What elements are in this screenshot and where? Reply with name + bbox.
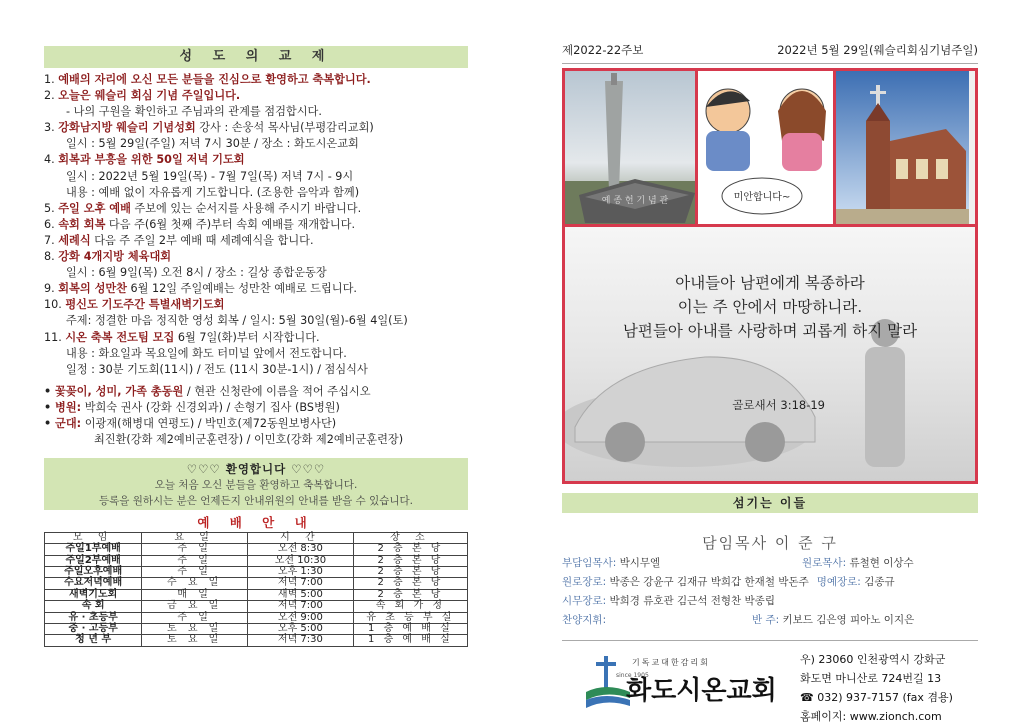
staff-group bbox=[752, 611, 914, 630]
prayer-label: 병원: bbox=[55, 400, 82, 414]
notice-item bbox=[44, 152, 468, 168]
cartoon-apology-illustration bbox=[698, 71, 836, 224]
fellowship-heading: 성 도 의 교 제 bbox=[44, 46, 468, 68]
right-column bbox=[562, 40, 978, 723]
staff-group bbox=[562, 592, 802, 611]
contact-line: 홈페이지: www.zionch.com bbox=[800, 710, 942, 723]
service-name: 주일2부예배 bbox=[45, 555, 142, 566]
service-day: 토 요 일 bbox=[142, 624, 248, 635]
notice-highlight: 강화남지방 웨슬리 기념성회 bbox=[58, 121, 196, 135]
notice-detail-text: 내용 : 예배 없이 자유롭게 기도합니다. (조용한 음악과 함께) bbox=[66, 185, 360, 199]
notice-item bbox=[44, 233, 468, 249]
verse-line-2: 이는 주 안에서 마땅하니라. bbox=[677, 298, 863, 316]
service-day: 수 요 일 bbox=[142, 578, 248, 589]
church-building-photo bbox=[836, 71, 969, 224]
service-time: 오전 10:30 bbox=[248, 555, 354, 566]
staff-row bbox=[562, 611, 978, 630]
notice-item bbox=[44, 201, 468, 217]
service-day: 주 일 bbox=[142, 544, 248, 555]
staff-names: 박희경 류호관 김근석 전형찬 박종립 bbox=[606, 595, 775, 607]
staff-role: 원로장로: bbox=[562, 576, 607, 588]
notice-detail-text: 일시 : 2022년 5월 19일(목) - 7월 7일(목) 저녁 7시 - 9시 bbox=[66, 169, 354, 183]
service-time: 오전 9:00 bbox=[248, 612, 354, 623]
service-place: 속 회 가 정 bbox=[353, 601, 467, 612]
service-row bbox=[45, 578, 468, 589]
speech-bubble-text: 미안합니다~ bbox=[733, 192, 791, 203]
notice-highlight: 오늘은 웨슬리 회심 기념 주일입니다. bbox=[58, 89, 241, 103]
service-name: 속 회 bbox=[45, 601, 142, 612]
service-table bbox=[44, 532, 468, 647]
divider bbox=[562, 640, 978, 641]
staff-group bbox=[562, 573, 809, 592]
staff-role: 시무장로: bbox=[562, 595, 607, 607]
service-name: 새벽기도회 bbox=[45, 589, 142, 600]
notice-number: 6. bbox=[44, 217, 55, 231]
service-day: 금 요 일 bbox=[142, 601, 248, 612]
service-name: 주일1부예배 bbox=[45, 544, 142, 555]
notice-text: 강사 : 손웅석 목사님(부평감리교회) bbox=[195, 121, 374, 135]
staff-group bbox=[562, 611, 752, 630]
notice-item bbox=[44, 217, 468, 233]
notice-detail bbox=[44, 313, 468, 329]
prayer-label: 군대: bbox=[55, 416, 82, 430]
notice-detail-text: 일시 : 6월 9일(목) 오전 8시 / 장소 : 길상 종합운동장 bbox=[66, 266, 327, 280]
service-time: 오후 1:30 bbox=[248, 567, 354, 578]
staff-role: 원로목사: bbox=[802, 557, 847, 569]
verse-line-3: 남편들아 아내를 사랑하며 괴롭게 하지 말라 bbox=[622, 322, 918, 340]
service-place: 2 층 본 당 bbox=[353, 555, 467, 566]
staff-row bbox=[562, 554, 978, 573]
prayer-item bbox=[44, 400, 468, 416]
staff-group bbox=[562, 554, 802, 573]
notice-detail bbox=[44, 104, 468, 120]
welcome-title: ♡♡♡ 환영합니다 ♡♡♡ bbox=[186, 461, 326, 476]
prayer-label: 꽃꽂이, 성미, 가족 총동원 bbox=[55, 384, 184, 398]
service-place: 유 초 등 부 실 bbox=[353, 612, 467, 623]
prayer-item bbox=[44, 384, 468, 400]
prayer-text: 이광재(해병대 연평도) / 박민호(제72동원보병사단) bbox=[81, 416, 337, 430]
servants-heading: 섬기는 이들 bbox=[562, 493, 978, 513]
staff-row bbox=[562, 573, 978, 592]
col-header-day: 요 일 bbox=[142, 532, 248, 543]
notice-text: 6월 12일 주일예배는 성만찬 예배로 드립니다. bbox=[127, 282, 357, 296]
logo-denomination: 기독교대한감리회 bbox=[632, 658, 710, 667]
service-table-header bbox=[45, 532, 468, 543]
service-day: 주 일 bbox=[142, 612, 248, 623]
bullet-icon: • bbox=[44, 400, 56, 414]
staff-group bbox=[802, 554, 914, 573]
notice-item bbox=[44, 249, 468, 265]
notice-detail-text: 일시 : 5월 29일(주일) 저녁 7시 30분 / 장소 : 화도시온교회 bbox=[66, 137, 359, 151]
cross-logo-icon bbox=[586, 652, 630, 708]
col-header-meeting: 모 임 bbox=[45, 532, 142, 543]
notice-number: 11. bbox=[44, 330, 62, 344]
service-time: 저녁 7:00 bbox=[248, 578, 354, 589]
notice-highlight: 시온 축복 전도팀 모집 bbox=[65, 330, 175, 344]
staff-row bbox=[562, 592, 978, 611]
church-logo bbox=[586, 652, 786, 710]
notice-highlight: 평신도 기도주간 특별새벽기도회 bbox=[65, 298, 225, 312]
staff-role: 명예장로: bbox=[816, 576, 861, 588]
service-name: 주일오후예배 bbox=[45, 567, 142, 578]
service-name: 수요저녁예배 bbox=[45, 578, 142, 589]
notice-detail bbox=[44, 346, 468, 362]
welcome-box bbox=[44, 458, 468, 510]
service-time: 저녁 7:30 bbox=[248, 635, 354, 646]
notice-highlight: 속회 회복 bbox=[58, 217, 106, 231]
notice-list bbox=[44, 72, 468, 378]
service-time: 저녁 7:00 bbox=[248, 601, 354, 612]
col-header-time: 시 간 bbox=[248, 532, 354, 543]
service-place: 2 층 본 당 bbox=[353, 589, 467, 600]
service-time: 오후 5:00 bbox=[248, 624, 354, 635]
notice-highlight: 세례식 bbox=[58, 233, 91, 247]
staff-names: 키보드 김은영 피아노 이지은 bbox=[779, 614, 915, 626]
service-time: 새벽 5:00 bbox=[248, 589, 354, 600]
notice-highlight: 예배의 자리에 오신 모든 분들을 진심으로 환영하고 축복합니다. bbox=[58, 73, 371, 86]
staff-names: 류철현 이상수 bbox=[846, 557, 914, 569]
staff-names: 박종은 강윤구 김재규 박희갑 한재철 박돈주 bbox=[606, 576, 809, 588]
service-day: 토 요 일 bbox=[142, 635, 248, 646]
notice-highlight: 강화 4개지방 체육대회 bbox=[58, 250, 172, 264]
service-day: 주 일 bbox=[142, 567, 248, 578]
prayer-item bbox=[44, 416, 468, 432]
notice-item bbox=[44, 88, 468, 104]
notice-detail-text: 일정 : 30분 기도회(11시) / 전도 (11시 30분-1시) / 점심식사 bbox=[66, 362, 368, 376]
verse-background-photo bbox=[565, 227, 975, 481]
service-row bbox=[45, 601, 468, 612]
notice-item bbox=[44, 281, 468, 297]
col-header-place: 장 소 bbox=[353, 532, 467, 543]
welcome-line-1: 오늘 처음 오신 분들을 환영하고 축복합니다. bbox=[154, 478, 358, 491]
notice-number: 7. bbox=[44, 233, 55, 247]
notice-highlight: 주일 오후 예배 bbox=[58, 201, 131, 215]
service-name: 유 · 초등부 bbox=[45, 612, 142, 623]
notice-highlight: 회복과 부흥을 위한 50일 저녁 기도회 bbox=[58, 153, 245, 167]
prayer-text: 박희숙 권사 (강화 신경외과) / 손형기 집사 (BS병원) bbox=[81, 400, 340, 414]
service-day: 주 일 bbox=[142, 555, 248, 566]
notice-detail bbox=[44, 169, 468, 185]
logo-church-name: 화도시온교회 bbox=[626, 676, 777, 706]
notice-detail bbox=[44, 136, 468, 152]
notice-number: 9. bbox=[44, 282, 55, 296]
photo-strip bbox=[565, 71, 975, 224]
bullet-icon: • bbox=[44, 416, 56, 430]
left-column bbox=[44, 46, 468, 647]
logo-year: since 1905 bbox=[616, 672, 649, 679]
contact-line: ☎ 032) 937-7157 (fax 겸용) bbox=[800, 691, 953, 704]
bullet-icon: • bbox=[44, 384, 56, 398]
notice-detail bbox=[44, 362, 468, 378]
service-row bbox=[45, 589, 468, 600]
notice-detail-text: - 나의 구원을 확인하고 주님과의 관계를 점검합시다. bbox=[66, 105, 322, 119]
notice-text: 다음 주 주일 2부 예배 때 세례예식을 합니다. bbox=[90, 233, 314, 247]
service-row bbox=[45, 635, 468, 646]
contact-line: 화도면 마니산로 724번길 13 bbox=[800, 672, 942, 685]
service-day: 매 일 bbox=[142, 589, 248, 600]
staff-role: 찬양지휘: bbox=[562, 614, 607, 626]
prayer-item: 최진환(강화 제2예비군훈련장) / 이민호(강화 제2예비군훈련장) bbox=[94, 432, 404, 446]
service-time: 오전 8:30 bbox=[248, 544, 354, 555]
service-place: 2 층 본 당 bbox=[353, 567, 467, 578]
staff-list bbox=[562, 554, 978, 630]
service-place: 1 층 예 배 실 bbox=[353, 624, 467, 635]
contact-line: 우) 23060 인천광역시 강화군 bbox=[800, 653, 946, 666]
notice-number: 2. bbox=[44, 89, 55, 103]
staff-names: 김종규 bbox=[860, 576, 895, 588]
memorial-stone-text: 예 종 헌 기 념 관 bbox=[601, 196, 669, 206]
service-row bbox=[45, 555, 468, 566]
notice-detail bbox=[44, 185, 468, 201]
notice-detail-text: 내용 : 화요일과 목요일에 화도 터미널 앞에서 전도합니다. bbox=[66, 346, 347, 360]
notice-text: 주보에 있는 순서지를 사용해 주시기 바랍니다. bbox=[130, 201, 362, 215]
contact-info bbox=[800, 650, 953, 724]
staff-role: 부담임목사: bbox=[562, 557, 617, 569]
cover-image bbox=[562, 68, 978, 484]
notice-text: 6월 7일(화)부터 시작합니다. bbox=[174, 330, 320, 344]
notice-number: 1. bbox=[44, 73, 55, 86]
memorial-stone-photo bbox=[565, 71, 698, 224]
welcome-line-2: 등록을 원하시는 분은 언제든지 안내위원의 안내를 받을 수 있습니다. bbox=[98, 494, 414, 507]
service-name: 중 · 고등부 bbox=[45, 624, 142, 635]
notice-number: 3. bbox=[44, 121, 55, 135]
notice-text: 다음 주(6월 첫째 주)부터 속회 예배를 재개합니다. bbox=[105, 217, 356, 231]
service-place: 1 층 예 배 실 bbox=[353, 635, 467, 646]
verse-reference: 골로새서 3:18-19 bbox=[732, 398, 825, 412]
staff-names: 박시무엘 bbox=[616, 557, 661, 569]
notice-detail-text: 주제: 정결한 마음 정직한 영성 회복 / 일시: 5월 30일(월)-6월 4일(토) bbox=[66, 314, 408, 328]
senior-pastor: 담임목사 이 준 구 bbox=[702, 534, 838, 552]
staff-role: 반 주: bbox=[752, 614, 780, 626]
service-name: 청 년 부 bbox=[45, 635, 142, 646]
notice-number: 8. bbox=[44, 250, 55, 264]
issue-number: 제2022-22주보 bbox=[562, 43, 644, 57]
notice-item bbox=[44, 120, 468, 136]
bulletin-header bbox=[562, 40, 978, 64]
bulletin-date: 2022년 5월 29일(웨슬리회심기념주일) bbox=[777, 43, 978, 57]
service-row bbox=[45, 544, 468, 555]
notice-highlight: 회복의 성만찬 bbox=[58, 282, 127, 296]
service-row bbox=[45, 612, 468, 623]
notice-number: 5. bbox=[44, 201, 55, 215]
service-place: 2 층 본 당 bbox=[353, 578, 467, 589]
prayer-text: / 현관 신청란에 이름을 적어 주십시오 bbox=[183, 384, 371, 398]
staff-group bbox=[817, 573, 895, 592]
notice-item bbox=[44, 72, 468, 88]
notice-detail bbox=[44, 265, 468, 281]
notice-number: 4. bbox=[44, 153, 55, 167]
service-guide-title: 예 배 안 내 bbox=[197, 514, 315, 530]
service-place: 2 층 본 당 bbox=[353, 544, 467, 555]
notice-item bbox=[44, 330, 468, 346]
notice-item bbox=[44, 297, 468, 313]
notice-number: 10. bbox=[44, 298, 62, 312]
prayer-list bbox=[44, 384, 468, 448]
verse-line-1: 아내들아 남편에게 복종하라 bbox=[675, 274, 865, 292]
